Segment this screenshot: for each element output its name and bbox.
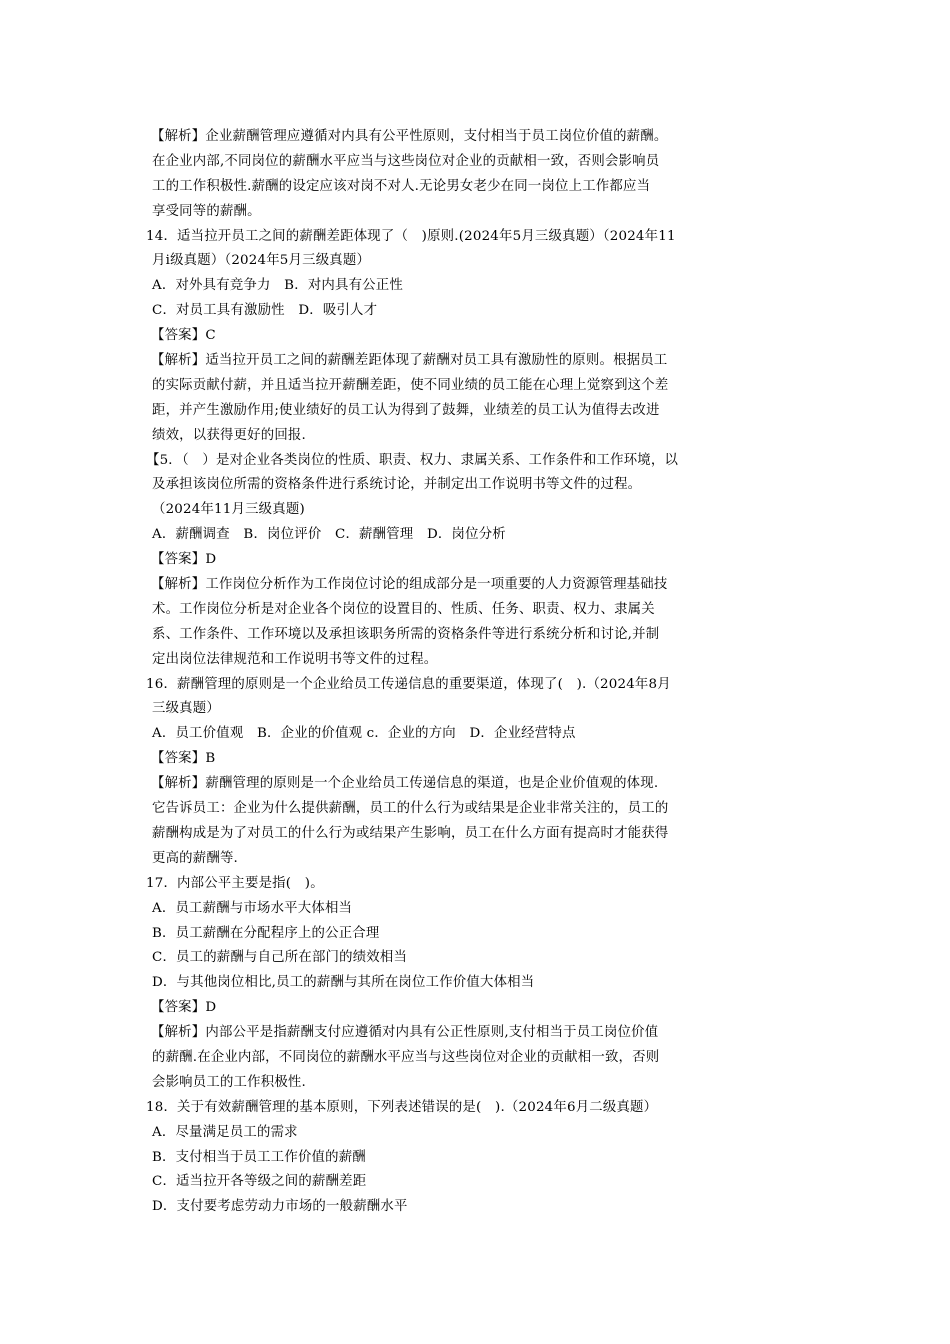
- text-line: （2024年11月三级真题): [152, 502, 305, 518]
- text-line: 【解析】内部公平是指薪酬支付应遵循对内具有公正性原则,支付相当于员工岗位价值: [151, 1025, 659, 1041]
- text-line: B．支付相当于员工工作价值的薪酬: [152, 1149, 366, 1165]
- text-line: D．支付要考虑劳动力市场的一般薪酬水平: [152, 1199, 408, 1215]
- text-line: A．对外具有竞争力 B．对内具有公正性: [152, 278, 403, 294]
- text-line: 【答案】D: [151, 552, 217, 568]
- text-line: D．与其他岗位相比,员工的薪酬与其所在岗位工作价值大体相当: [152, 975, 535, 991]
- text-line: 月i级真题）（2024年5月三级真题）: [152, 253, 371, 269]
- text-line: 【解析】工作岗位分析作为工作岗位讨论的组成部分是一项重要的人力资源管理基础技: [151, 577, 668, 593]
- text-line: 【解析】企业薪酬管理应遵循对内具有公平性原则，支付相当于员工岗位价值的薪酬。: [151, 129, 668, 144]
- text-line: A．薪酬调查 B．岗位评价 C．薪酬管理 D．岗位分析: [152, 527, 506, 543]
- document-body: [146, 125, 726, 1220]
- text-line: 18．关于有效薪酬管理的基本原则，下列表述错误的是( ).（2024年6月二级真题）: [146, 1099, 658, 1115]
- text-line: 及承担该岗位所需的资格条件进行系统讨论，并制定出工作说明书等文件的过程。: [152, 477, 642, 493]
- text-line: 术。工作岗位分析是对企业各个岗位的设置目的、性质、任务、职责、权力、隶属关: [152, 601, 655, 617]
- text-line: 的薪酬.在企业内部，不同岗位的薪酬水平应当与这些岗位对企业的贡献相一致，否则: [152, 1049, 660, 1065]
- text-line: 【解析】适当拉开员工之间的薪酬差距体现了薪酬对员工具有激励性的原则。根据员工: [151, 353, 668, 369]
- text-line: 在企业内部,不同岗位的薪酬水平应当与这些岗位对企业的贡献相一致，否则会影响员: [152, 153, 660, 169]
- text-line: 绩效，以获得更好的回报.: [152, 427, 306, 443]
- text-line: 薪酬构成是为了对员工的什么行为或结果产生影响，员工在什么方面有提高时才能获得: [152, 825, 669, 841]
- text-line: 14．适当拉开员工之间的薪酬差距体现了（ )原则.(2024年5月三级真题）（2024年11: [146, 228, 676, 244]
- text-line: 系、工作条件、工作环境以及承担该职务所需的资格条件等进行系统分析和讨论,并制: [152, 626, 660, 642]
- text-line: 16．薪酬管理的原则是一个企业给员工传递信息的重要渠道，体现了( ).（2024年8月: [146, 676, 671, 692]
- text-line: C．适当拉开各等级之间的薪酬差距: [152, 1174, 367, 1190]
- text-line: 【答案】B: [151, 751, 216, 767]
- text-line: 【5．（ ）是对企业各类岗位的性质、职责、权力、隶属关系、工作条件和工作环境，以: [146, 452, 679, 468]
- text-line: 17．内部公平主要是指( )。: [146, 875, 324, 891]
- text-line: 三级真题）: [152, 701, 220, 717]
- text-line: 【答案】D: [151, 1000, 217, 1016]
- text-line: C．员工的薪酬与自己所在部门的绩效相当: [152, 950, 408, 966]
- text-line: 【答案】C: [151, 328, 216, 344]
- text-line: A．员工薪酬与市场水平大体相当: [152, 900, 353, 916]
- text-line: B．员工薪酬在分配程序上的公正合理: [152, 925, 380, 941]
- text-line: C．对员工具有激励性 D．吸引人才: [152, 303, 378, 319]
- text-line: 定出岗位法律规范和工作说明书等文件的过程。: [152, 651, 438, 667]
- text-line: 会影响员工的工作积极性.: [152, 1074, 306, 1090]
- text-line: 工的工作积极性.薪酬的设定应该对岗不对人.无论男女老少在同一岗位上工作都应当: [152, 178, 651, 194]
- text-line: 【解析】薪酬管理的原则是一个企业给员工传递信息的渠道，也是企业价值观的体现.: [151, 776, 659, 792]
- text-line: A．尽量满足员工的需求: [152, 1124, 298, 1140]
- text-line: A．员工价值观 B．企业的价值观 c．企业的方向 D．企业经营特点: [152, 726, 576, 742]
- text-line: 它告诉员工：企业为什么提供薪酬，员工的什么行为或结果是企业非常关注的，员工的: [152, 801, 669, 817]
- text-line: 享受同等的薪酬。: [152, 203, 261, 219]
- text-line: 更高的薪酬等.: [152, 850, 238, 866]
- text-line: 的实际贡献付薪，并且适当拉开薪酬差距，使不同业绩的员工能在心理上觉察到这个差: [152, 377, 669, 393]
- text-line: 距，并产生激励作用;使业绩好的员工认为得到了鼓舞，业绩差的员工认为值得去改进: [152, 402, 660, 418]
